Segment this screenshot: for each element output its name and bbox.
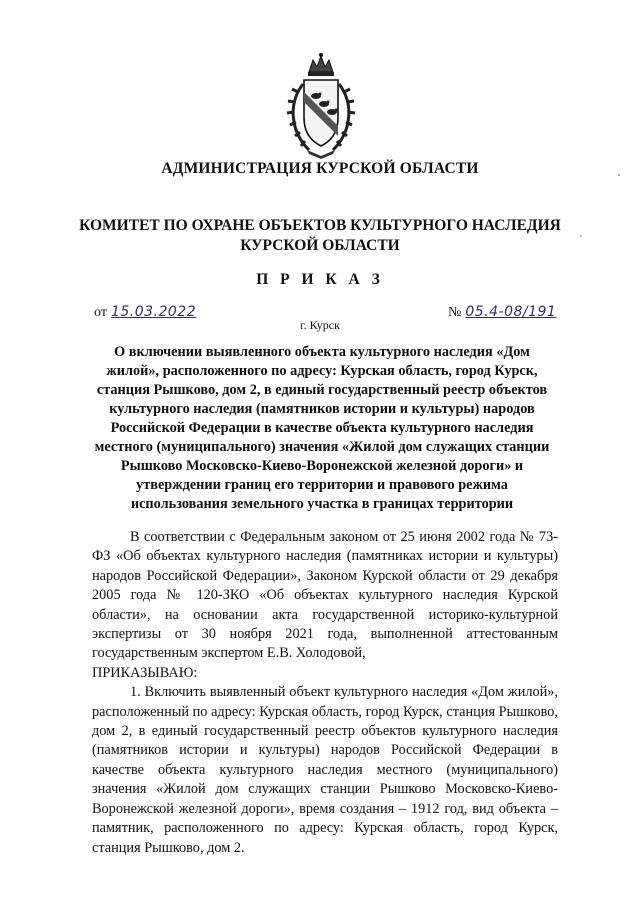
order-heading: П Р И К А З [256, 271, 384, 288]
kursk-coat-of-arms-icon [283, 52, 359, 160]
order-body [92, 528, 558, 858]
number-prefix: № [448, 305, 462, 320]
number-value: 05.4-08/191 [465, 304, 557, 320]
item-1-paragraph: 1. Включить выявленный объект культурного наследия «Дом жилой», расположенный по адресу: Курская область, город Курск, станция Рышково, дом 2, в единый государственный реестр объектов культурного наследия (памятников истории и культуры) народов Российской Федерации в качестве объекта культурного наследия местного (муниципального) значения «Жилой дом служащих станции Рышково Московско-Киево-Воронежской железной дороги», время создания – 1912 год, вид объекта – памятник, расположенного по адресу: Курская область, город Курск, станция Рышково, дом 2. [92, 684, 558, 856]
order-title: О включении выявленного объекта культурного наследия «Дом жилой», расположенного по адресу: Курская область, город Курск, станция Рышково, дом 2, в единый государственный реестр объектов культурного наследия (памятников истории и культуры) народов Российской Федерации в качестве объекта культурного наследия местного (муниципального) значения «Жилой дом служащих станции Рышково Московско-Киево-Воронежской железной дороги» и утверждении границ его территории и правового режима использования земельного участка в границах территории [94, 344, 550, 512]
administration-heading: АДМИНИСТРАЦИЯ КУРСКОЙ ОБЛАСТИ [161, 160, 479, 177]
scan-speck [580, 235, 582, 237]
city-label: г. Курск [300, 318, 340, 332]
committee-heading-line2: КУРСКОЙ ОБЛАСТИ [240, 237, 400, 254]
date-value: 15.03.2022 [110, 304, 197, 320]
committee-heading [60, 216, 580, 256]
order-date [94, 304, 196, 321]
committee-heading-line1: КОМИТЕТ ПО ОХРАНЕ ОБЪЕКТОВ КУЛЬТУРНОГО НАСЛЕДИЯ [79, 217, 561, 234]
preamble-paragraph: В соответствии с Федеральным законом от 25 июня 2002 года № 73-ФЗ «Об объектах культурного наследия (памятниках истории и культуры) народов Российской Федерации», Законом Курской области от 29 декабря 2005 года № 120-ЗКО «Об объектах культурного наследия Курской области», на основании акта государственной историко-культурной экспертизы от 30 ноября 2021 года, выполненной аттестованным государственным экспертом Е.В. Холодовой, [92, 529, 558, 662]
date-prefix: от [94, 305, 107, 320]
scan-speck [618, 174, 620, 176]
order-number [448, 304, 556, 321]
command-word: ПРИКАЗЫВАЮ: [92, 664, 198, 681]
